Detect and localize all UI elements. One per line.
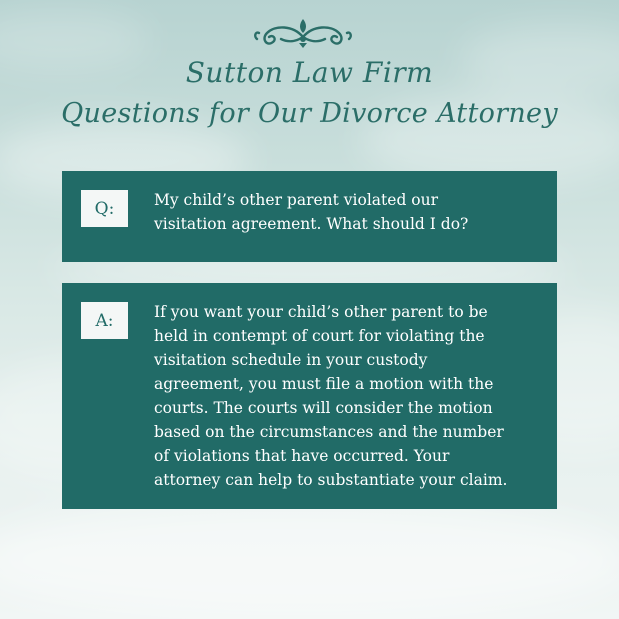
question-line: visitation agreement. What should I do? — [154, 215, 469, 233]
answer-line: of violations that have occurred. Your — [154, 447, 450, 465]
answer-line: visitation schedule in your custody — [154, 351, 428, 369]
page-subtitle: Questions for Our Divorce Attorney — [61, 98, 558, 129]
question-line: My child’s other parent violated our — [154, 191, 439, 209]
answer-line: held in contempt of court for violating the — [154, 327, 485, 345]
answer-tag: A: — [81, 302, 128, 339]
answer-card — [62, 283, 557, 509]
answer-line: If you want your child’s other parent to be — [154, 303, 488, 321]
question-text — [154, 188, 544, 236]
question-tag: Q: — [81, 190, 128, 227]
answer-line: attorney can help to substantiate your claim. — [154, 471, 508, 489]
answer-line: courts. The courts will consider the motion — [154, 399, 493, 417]
question-card — [62, 171, 557, 262]
flourish-ornament-icon — [253, 17, 353, 49]
answer-line: agreement, you must file a motion with the — [154, 375, 494, 393]
answer-text — [154, 300, 544, 492]
answer-line: based on the circumstances and the number — [154, 423, 504, 441]
firm-name-title: Sutton Law Firm — [185, 56, 434, 89]
